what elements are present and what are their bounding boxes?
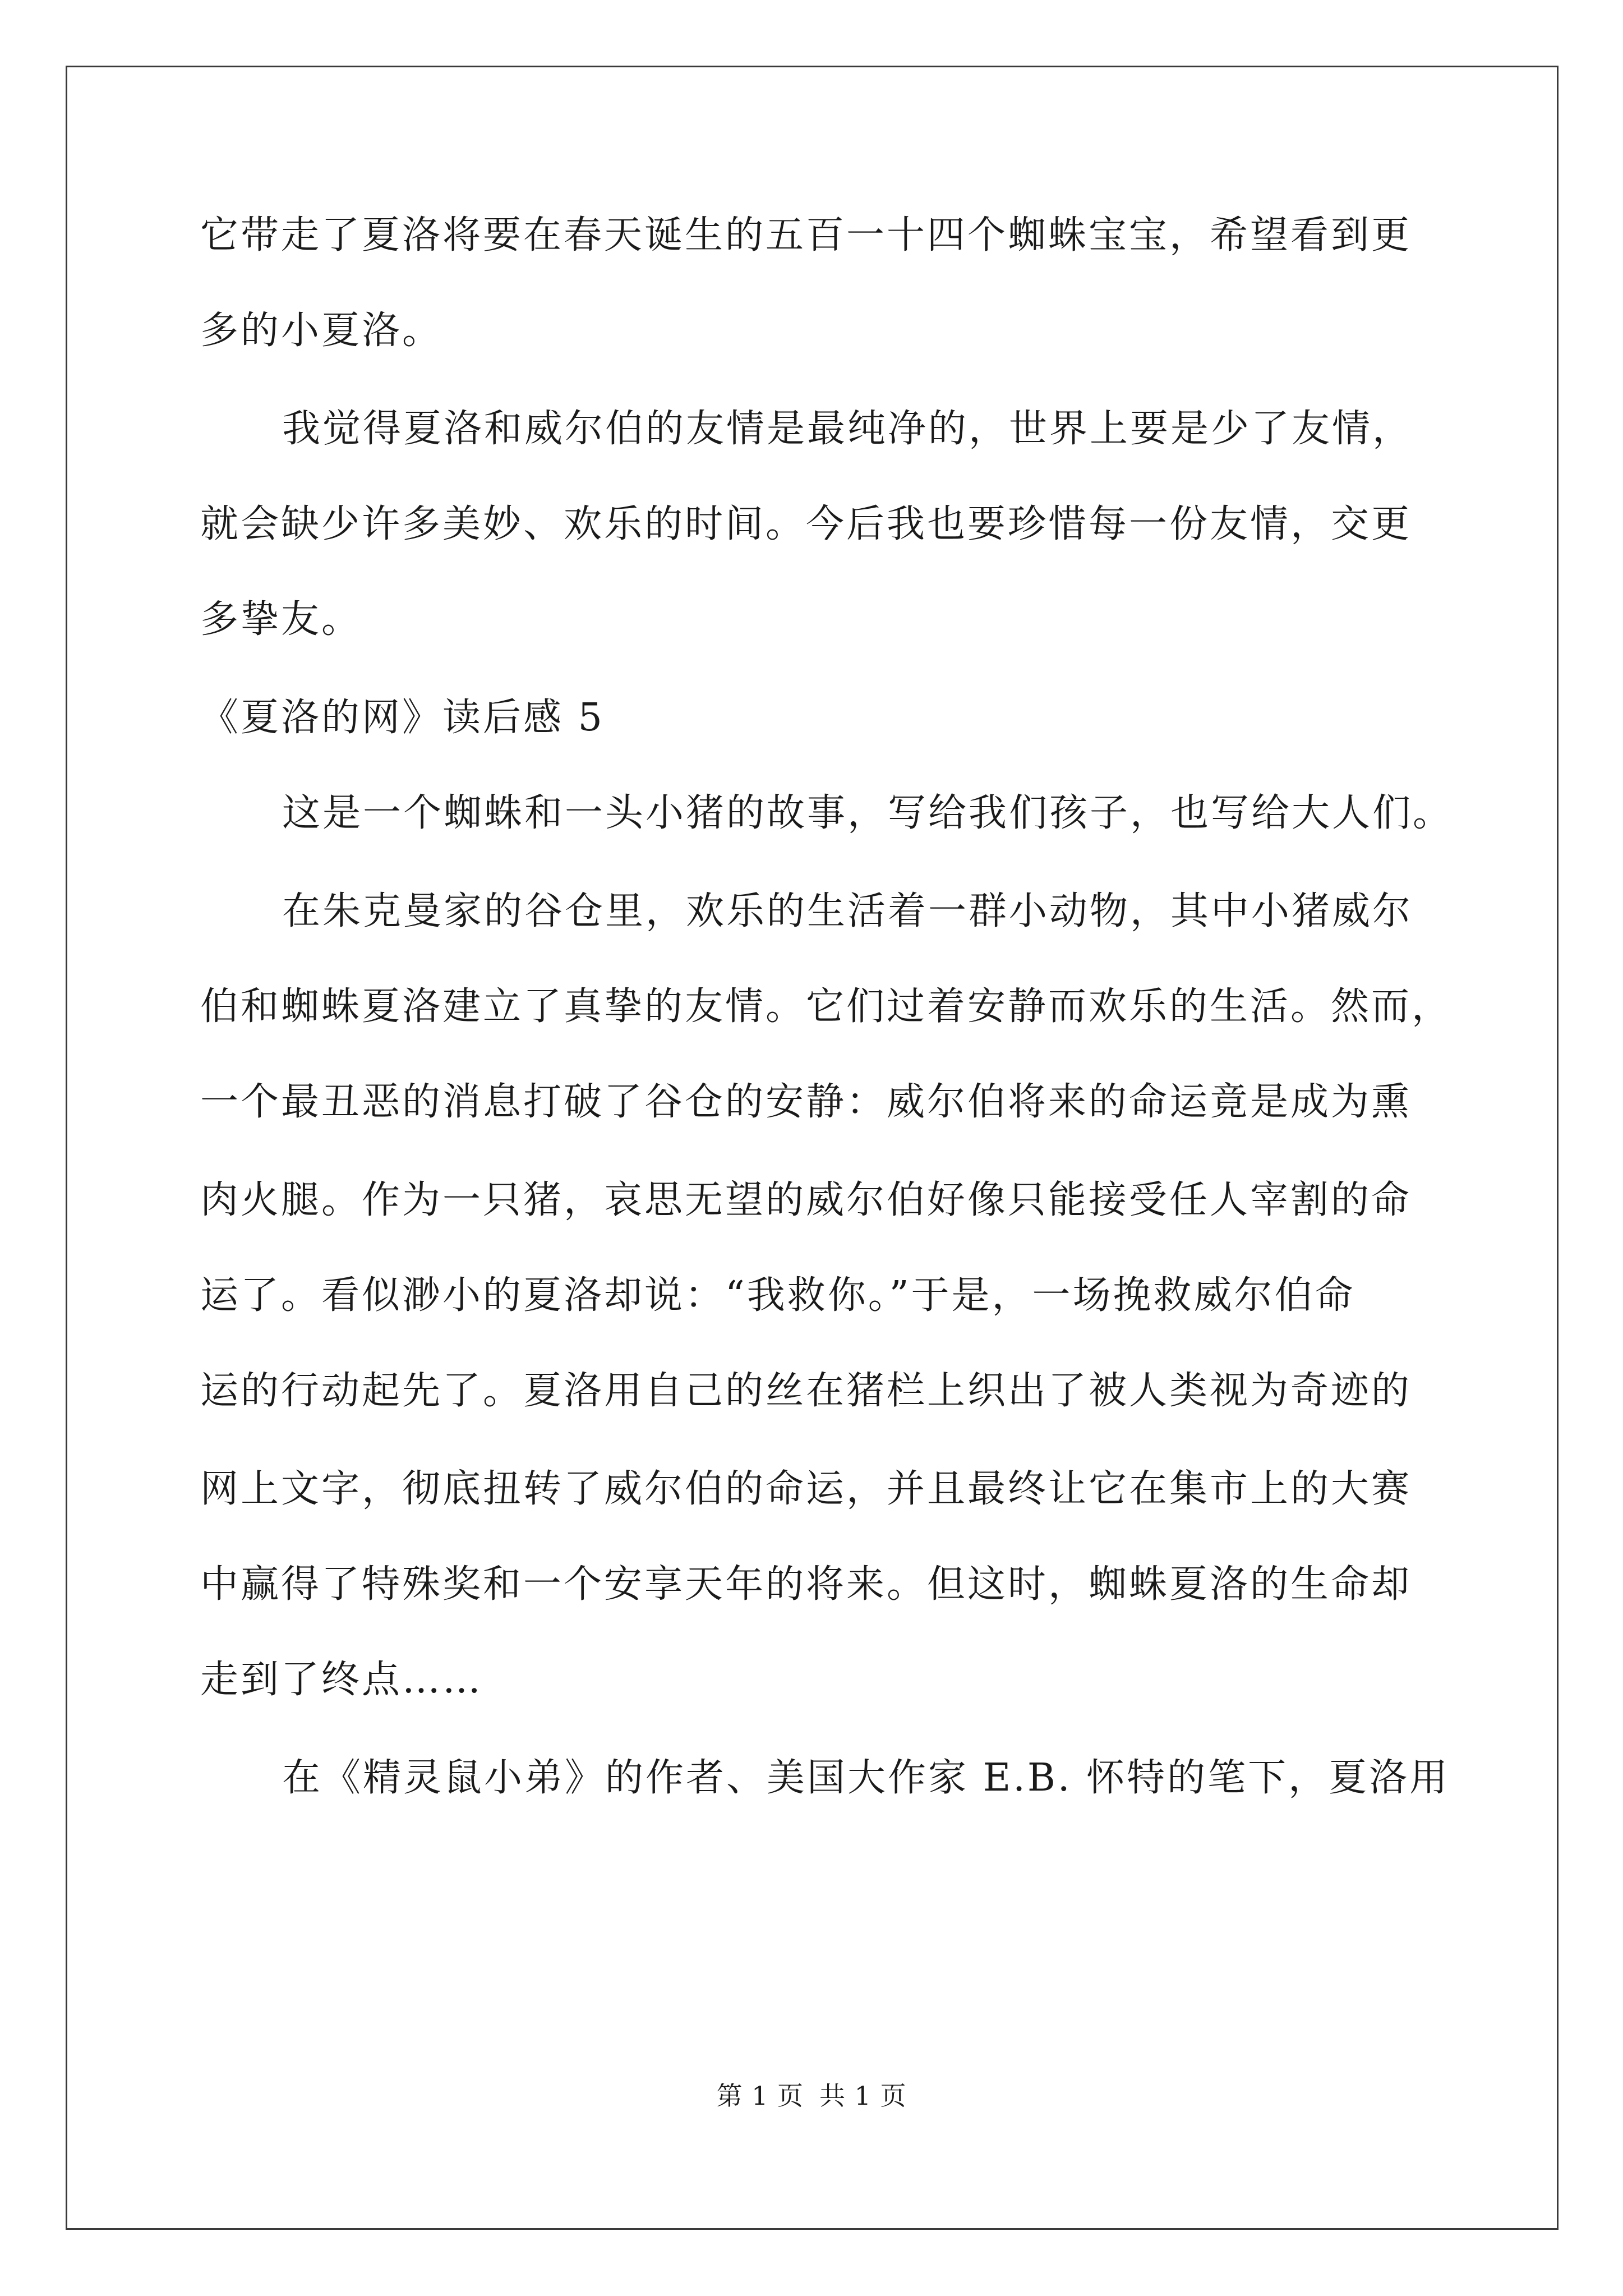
paragraph-line: 一个最丑恶的消息打破了谷仓的安静：威尔伯将来的命运竟是成为熏 xyxy=(200,1080,1412,1124)
paragraph-line: 这是一个蜘蛛和一头小猪的故事，写给我们孩子，也写给大人们。 xyxy=(282,791,1454,835)
paragraph-line: 就会缺少许多美妙、欢乐的时间。今后我也要珍惜每一份友情，交更 xyxy=(200,502,1412,546)
paragraph-line: 运了。看似渺小的夏洛却说：“我救你。”于是，一场挽救威尔伯命 xyxy=(200,1273,1355,1318)
paragraph-line: 我觉得夏洛和威尔伯的友情是最纯净的，世界上要是少了友情， xyxy=(282,407,1413,451)
paragraph-line: 中赢得了特殊奖和一个安享天年的将来。但这时，蜘蛛夏洛的生命却 xyxy=(200,1562,1412,1607)
page-number: 第 1 页 xyxy=(716,2081,804,2111)
paragraph-line: 多挚友。 xyxy=(200,597,362,642)
paragraph-line: 走到了终点…… xyxy=(200,1658,483,1702)
page-border xyxy=(66,66,1559,2230)
paragraph-line: 肉火腿。作为一只猪，哀思无望的威尔伯好像只能接受任人宰割的命 xyxy=(200,1178,1412,1222)
page-total: 共 1 页 xyxy=(819,2081,907,2111)
paragraph-line: 多的小夏洛。 xyxy=(200,309,443,353)
paragraph-line: 在朱克曼家的谷仓里，欢乐的生活着一群小动物，其中小猪威尔 xyxy=(282,889,1413,933)
paragraph-line: 网上文字，彻底扭转了威尔伯的命运，并且最终让它在集市上的大赛 xyxy=(200,1467,1412,1511)
page-footer xyxy=(0,2076,1623,2113)
paragraph-line: 在《精灵鼠小弟》的作者、美国大作家 E.B. 怀特的笔下，夏洛用 xyxy=(282,1756,1450,1800)
paragraph-line: 伯和蜘蛛夏洛建立了真挚的友情。它们过着安静而欢乐的生活。然而， xyxy=(200,984,1453,1029)
paragraph-line: 它带走了夏洛将要在春天诞生的五百一十四个蜘蛛宝宝，希望看到更 xyxy=(200,213,1412,257)
paragraph-line: 运的行动起先了。夏洛用自己的丝在猪栏上织出了被人类视为奇迹的 xyxy=(200,1369,1412,1413)
section-heading: 《夏洛的网》读后感 5 xyxy=(200,696,605,740)
